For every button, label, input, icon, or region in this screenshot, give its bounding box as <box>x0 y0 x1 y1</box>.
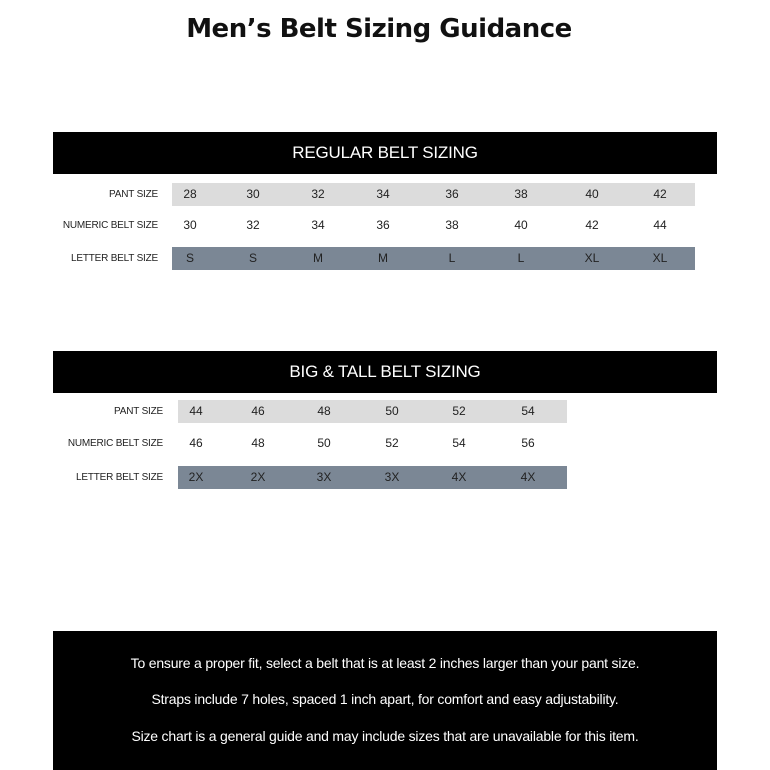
size-cell: 3X <box>384 470 400 484</box>
size-cell: 48 <box>251 436 265 450</box>
row-label: LETTER BELT SIZE <box>75 472 163 483</box>
size-cell: 38 <box>445 218 459 232</box>
size-cell: 40 <box>514 218 528 232</box>
size-cell: L <box>517 251 525 265</box>
regular-section-header: REGULAR BELT SIZING <box>53 132 717 174</box>
size-cell: 34 <box>376 187 390 201</box>
big-tall-section-header: BIG & TALL BELT SIZING <box>53 351 717 393</box>
size-cell: 32 <box>246 218 260 232</box>
size-cell: 34 <box>311 218 325 232</box>
size-cell: 4X <box>520 470 536 484</box>
size-cell: 46 <box>251 404 265 418</box>
size-cell: 2X <box>188 470 204 484</box>
size-cell: 52 <box>452 404 466 418</box>
size-cell: 4X <box>451 470 467 484</box>
size-cell: 52 <box>385 436 399 450</box>
size-row <box>0 432 770 455</box>
fit-note-2: Straps include 7 holes, spaced 1 inch apart, for comfort and easy adjustability. <box>151 691 619 707</box>
size-cell: 48 <box>317 404 331 418</box>
size-row <box>0 183 770 206</box>
size-cell: 40 <box>585 187 599 201</box>
size-cell: 42 <box>585 218 599 232</box>
size-cell: 28 <box>183 187 197 201</box>
size-cell: L <box>448 251 456 265</box>
size-cell: 42 <box>653 187 667 201</box>
size-row <box>0 214 770 237</box>
size-cell: 30 <box>183 218 197 232</box>
row-label: NUMERIC BELT SIZE <box>62 220 158 231</box>
fit-notes-panel <box>53 631 717 770</box>
size-cell: 36 <box>376 218 390 232</box>
size-cell: 36 <box>445 187 459 201</box>
size-cell: S <box>185 251 194 265</box>
size-cell: M <box>313 251 323 265</box>
row-label: LETTER BELT SIZE <box>70 253 158 264</box>
size-cell: 44 <box>189 404 203 418</box>
size-cell: 54 <box>521 404 535 418</box>
fit-note-1: To ensure a proper fit, select a belt that is at least 2 inches larger than your pant size. <box>130 655 640 671</box>
size-row <box>0 466 770 489</box>
size-cell: 56 <box>521 436 535 450</box>
size-cell: 3X <box>316 470 332 484</box>
size-cell: 2X <box>250 470 266 484</box>
size-cell: 30 <box>246 187 260 201</box>
size-cell: 46 <box>189 436 203 450</box>
page-title: Men’s Belt Sizing Guidance <box>186 14 572 44</box>
size-cell: 50 <box>385 404 399 418</box>
fit-note-3: Size chart is a general guide and may include sizes that are unavailable for this item. <box>131 728 639 744</box>
size-row <box>0 400 770 423</box>
size-cell: S <box>248 251 257 265</box>
row-label: NUMERIC BELT SIZE <box>67 438 163 449</box>
size-cell: 54 <box>452 436 466 450</box>
size-row <box>0 247 770 270</box>
size-cell: M <box>378 251 388 265</box>
row-label: PANT SIZE <box>114 406 163 417</box>
size-cell: XL <box>584 251 600 265</box>
size-cell: XL <box>652 251 668 265</box>
size-cell: 38 <box>514 187 528 201</box>
size-cell: 32 <box>311 187 325 201</box>
size-cell: 44 <box>653 218 667 232</box>
row-label: PANT SIZE <box>109 189 158 200</box>
size-cell: 50 <box>317 436 331 450</box>
